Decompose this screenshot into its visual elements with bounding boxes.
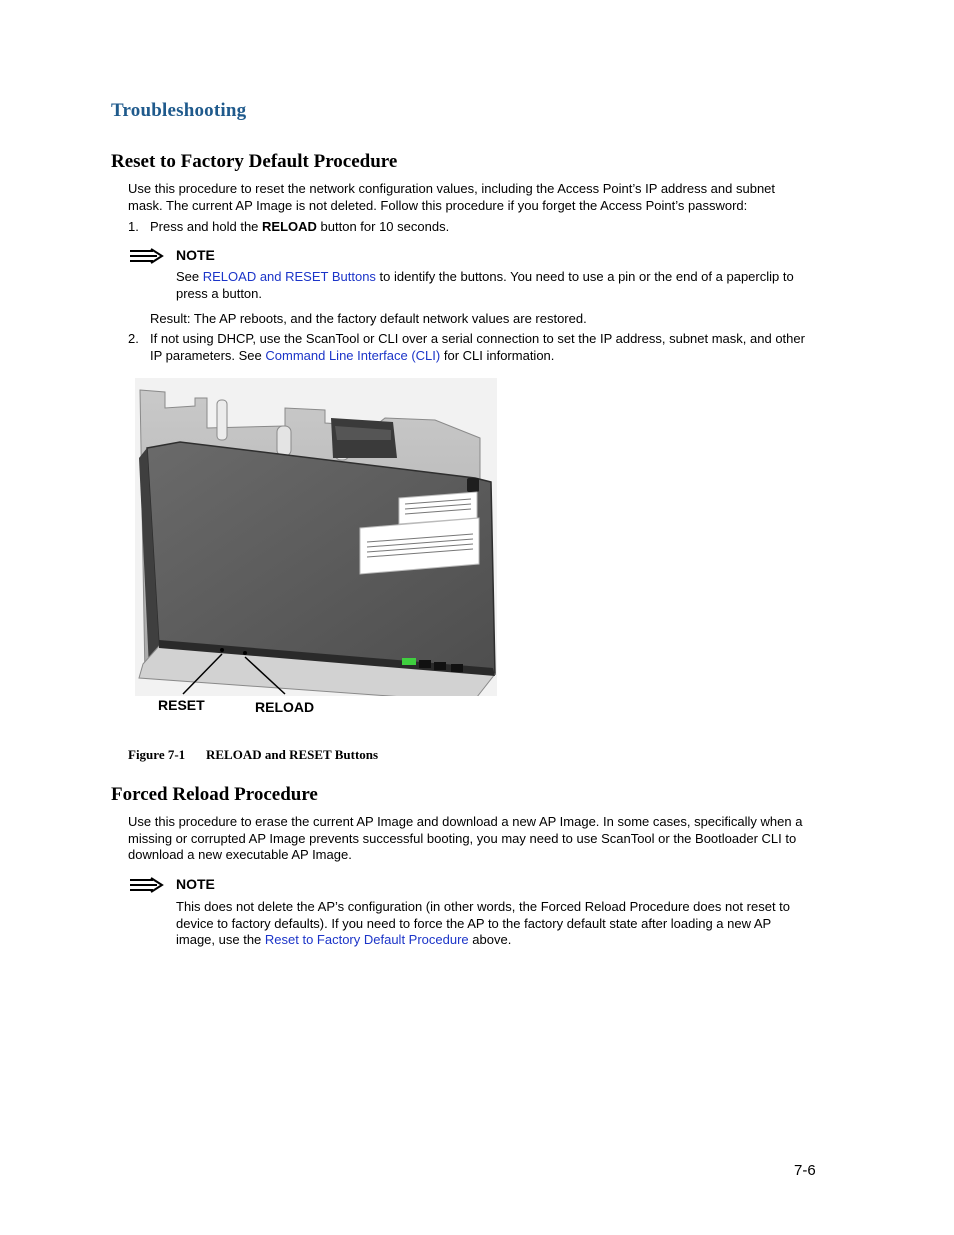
note-1-body (176, 269, 794, 302)
note-2-line1: This does not delete the AP’s configuration (in other words, the Forced Reload Procedure does not reset to (176, 899, 791, 914)
step-2-number: 2. (128, 331, 139, 346)
reset-intro-line1: Use this procedure to reset the network configuration values, including the Access Point’s IP address and subnet (128, 181, 776, 196)
device-photo (135, 378, 497, 720)
note-label-1: NOTE (176, 247, 215, 263)
step-2-line1: If not using DHCP, use the ScanTool or CLI over a serial connection to set the IP address, subnet mask, and other (150, 331, 805, 346)
step-2-line2-before: IP parameters. See (150, 347, 266, 363)
chapter-title: Troubleshooting (111, 100, 247, 121)
note-1-line1 (176, 269, 794, 286)
forced-intro-line2: missing or corrupted AP Image prevents successful booting, you may need to use ScanTool or the Bootloader CLI to (128, 830, 797, 846)
step-1-text-after: button for 10 seconds. (316, 219, 450, 234)
link-command-line-interface[interactable]: Command Line Interface (CLI) (265, 347, 441, 363)
note-2-body (176, 899, 790, 949)
forced-intro-line3: download a new executable AP Image. (128, 847, 352, 862)
step-1-number: 1. (128, 219, 139, 234)
step-2-line2-after: for CLI information. (440, 347, 555, 363)
figure-label-reset: RESET (158, 697, 205, 713)
figure-caption-title: RELOAD and RESET Buttons (206, 747, 379, 762)
reset-intro-line2: mask. The current AP Image is not deleted. Follow this procedure if you forget the Access Point’s password: (128, 197, 748, 213)
step-1-bold-reload: RELOAD (262, 219, 317, 234)
step-2-line2 (150, 348, 805, 365)
note-arrow-icon (129, 248, 165, 269)
forced-reload-intro (128, 814, 802, 864)
step-1-text (150, 219, 449, 236)
note-label-2: NOTE (176, 876, 215, 892)
figure-label-reload: RELOAD (255, 699, 315, 715)
note-1-line1-rest: to identify the buttons. You need to use a pin or the end of a paperclip to (375, 269, 794, 284)
step-1-text-before: Press and hold the (150, 219, 263, 234)
note-2-line3 (176, 932, 790, 949)
note-2-line2: device to factory defaults). If you need to force the AP to the factory default state after loading a new AP (176, 915, 772, 931)
link-reset-to-factory-default[interactable]: Reset to Factory Default Procedure (264, 932, 469, 947)
note-arrow-icon (129, 877, 165, 898)
step-2-text (150, 331, 805, 364)
note-1-line2: press a button. (176, 285, 262, 301)
page-number: 7-6 (794, 1162, 816, 1179)
section-heading-reset: Reset to Factory Default Procedure (111, 151, 398, 172)
forced-intro-line1: Use this procedure to erase the current AP Image and download a new AP Image. In some cases, specifically when a (128, 814, 803, 829)
reset-intro (128, 181, 775, 214)
link-reload-reset-buttons[interactable]: RELOAD and RESET Buttons (202, 269, 376, 284)
note-1-see: See (176, 269, 203, 284)
section-heading-forced-reload: Forced Reload Procedure (111, 784, 318, 805)
note-2-line3-after: above. (468, 932, 512, 947)
result-text: Result: The AP reboots, and the factory default network values are restored. (150, 311, 587, 326)
note-2-line3-before: image, use the (176, 932, 265, 947)
figure-caption-number: Figure 7-1 (128, 747, 186, 762)
